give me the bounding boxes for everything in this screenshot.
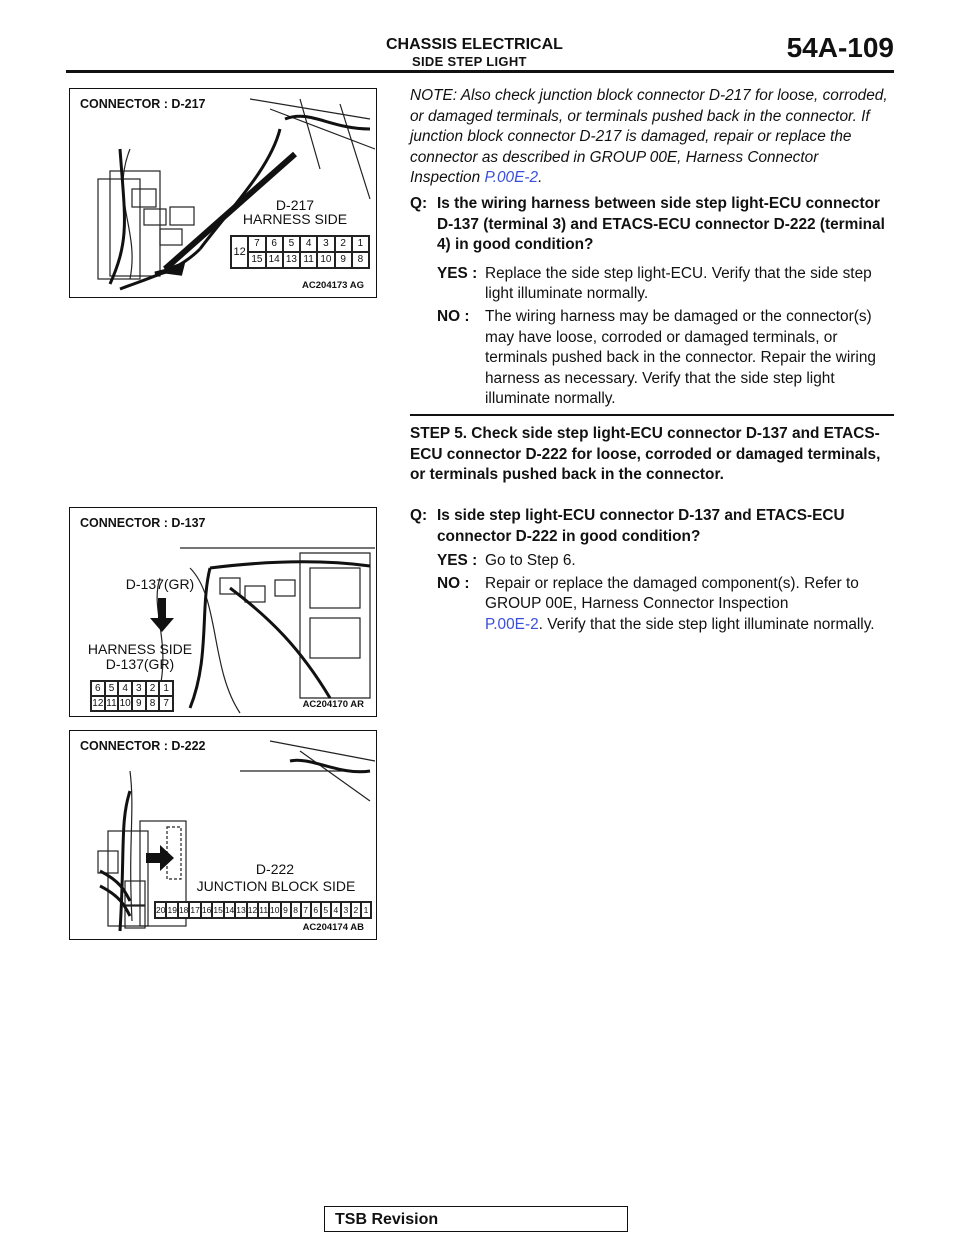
pin-grid-d222 (154, 901, 372, 919)
note-text: NOTE: Also check junction block connector D-217 for loose, corroded, or damaged terminals, or terminals pushed back in the connector. If junction block connector D-217 is damaged, repair or replace the connector as described in GROUP 00E, Harness Connector Inspection (410, 87, 888, 187)
answer-no (437, 574, 890, 636)
pin: 15 (248, 252, 265, 268)
answer-no-key: NO : (437, 307, 470, 325)
pin: 1 (159, 681, 173, 696)
pin: 8 (352, 252, 369, 268)
pin: 9 (335, 252, 352, 268)
figure-title: CONNECTOR : D-217 (80, 97, 206, 111)
pin: 16 (201, 902, 212, 918)
connector-side-label: HARNESS SIDE (87, 641, 193, 657)
question-text: Is the wiring harness between side step light-ECU connector D-137 (terminal 3) and ETACS-ECU connector D-222 (terminal 4) in good condition? (437, 195, 885, 254)
pin: 1 (361, 902, 371, 918)
answer-yes-key: YES : (437, 264, 478, 282)
pin-center: 12 (231, 236, 248, 268)
pin: 11 (300, 252, 317, 268)
pin: 7 (159, 696, 173, 711)
pin: 3 (341, 902, 351, 918)
connector-top-label: D-137(GR) (125, 576, 195, 592)
pin: 15 (212, 902, 223, 918)
figure-connector-d222 (69, 730, 377, 940)
subsection-title: SIDE STEP LIGHT (412, 54, 527, 69)
note-link[interactable]: P.00E-2 (484, 169, 539, 187)
pin: 10 (269, 902, 280, 918)
section-title: CHASSIS ELECTRICAL (386, 36, 563, 53)
figure-code: AC204174 AB (302, 922, 364, 933)
pin: 5 (283, 236, 300, 252)
figure-title: CONNECTOR : D-222 (80, 739, 206, 753)
figure-code: AC204173 AG (302, 280, 364, 291)
pin: 2 (335, 236, 352, 252)
answer-yes-key: YES : (437, 552, 478, 570)
question-key: Q: (410, 507, 428, 524)
answer-no-text-end: . Verify that the side step light illuminate normally. (538, 615, 875, 633)
pin: 9 (132, 696, 146, 711)
pin-grid-d137 (90, 680, 174, 712)
question (410, 506, 890, 547)
note-paragraph (410, 86, 890, 189)
question-block-1 (410, 194, 890, 410)
page-number: 54A-109 (786, 32, 894, 63)
answer-no (437, 307, 890, 410)
header-rule (66, 70, 894, 73)
figure-connector-d217 (69, 88, 377, 298)
pin: 14 (224, 902, 235, 918)
pin: 7 (301, 902, 311, 918)
pin-grid-d217 (230, 235, 370, 269)
pin: 14 (266, 252, 283, 268)
pin: 3 (317, 236, 334, 252)
figure-code: AC204170 AR (302, 699, 364, 710)
answer-no-link[interactable]: P.00E-2 (485, 615, 539, 633)
answer-yes-text: Replace the side step light-ECU. Verify that the side step light illuminate normally. (485, 264, 872, 303)
question-block-2 (410, 506, 890, 636)
pin: 19 (166, 902, 177, 918)
note-end: . (538, 169, 543, 187)
pin: 20 (155, 902, 166, 918)
answer-yes-text: Go to Step 6. (485, 552, 576, 570)
pin: 5 (321, 902, 331, 918)
figure-connector-d137 (69, 507, 377, 717)
figure-title: CONNECTOR : D-137 (80, 516, 206, 530)
pin: 1 (352, 236, 369, 252)
pin: 6 (91, 681, 105, 696)
pin: 12 (247, 902, 258, 918)
step-divider (410, 414, 894, 416)
connector-label: D-217 (275, 197, 315, 213)
pin: 4 (118, 681, 132, 696)
question (410, 194, 890, 256)
answer-no-text: The wiring harness may be damaged or the connector(s) may have loose, corroded or damaged terminals, or terminals pushed back in the connector. Repair the wiring harness as necessary. Verify that the side step light illuminate normally. (485, 307, 876, 408)
pin: 9 (281, 902, 291, 918)
question-text: Is side step light-ECU connector D-137 and ETACS-ECU connector D-222 in good condition? (437, 507, 845, 545)
pin: 17 (189, 902, 200, 918)
pin: 18 (178, 902, 189, 918)
pin: 13 (283, 252, 300, 268)
pin: 2 (351, 902, 361, 918)
pin: 11 (105, 696, 119, 711)
pin: 2 (146, 681, 160, 696)
connector-label: D-137(GR) (105, 656, 175, 672)
pin: 5 (105, 681, 119, 696)
pin: 8 (291, 902, 301, 918)
question-key: Q: (410, 195, 428, 212)
answer-yes (437, 551, 890, 572)
pin: 6 (311, 902, 321, 918)
pin: 12 (91, 696, 105, 711)
step-5-heading: STEP 5. Check side step light-ECU connector D-137 and ETACS-ECU connector D-222 for loose, corroded or damaged terminals, or terminals pushed back in the connector. (410, 425, 881, 484)
footer-tsb-revision: TSB Revision (324, 1206, 628, 1232)
pin: 10 (317, 252, 334, 268)
connector-side-label: HARNESS SIDE (242, 211, 348, 227)
pin: 13 (235, 902, 246, 918)
pin: 6 (266, 236, 283, 252)
answer-no-key: NO : (437, 574, 470, 592)
pin: 3 (132, 681, 146, 696)
pin: 4 (300, 236, 317, 252)
answer-no-text: Repair or replace the damaged component(s). Refer to GROUP 00E, Harness Connector Inspection (485, 574, 859, 613)
pin: 10 (118, 696, 132, 711)
pin: 11 (258, 902, 269, 918)
answer-no-body (485, 574, 890, 636)
connector-side-label: JUNCTION BLOCK SIDE (196, 878, 356, 894)
pin: 8 (146, 696, 160, 711)
pin: 7 (248, 236, 265, 252)
connector-label: D-222 (255, 861, 295, 877)
pin: 4 (331, 902, 341, 918)
answer-yes (437, 264, 890, 305)
